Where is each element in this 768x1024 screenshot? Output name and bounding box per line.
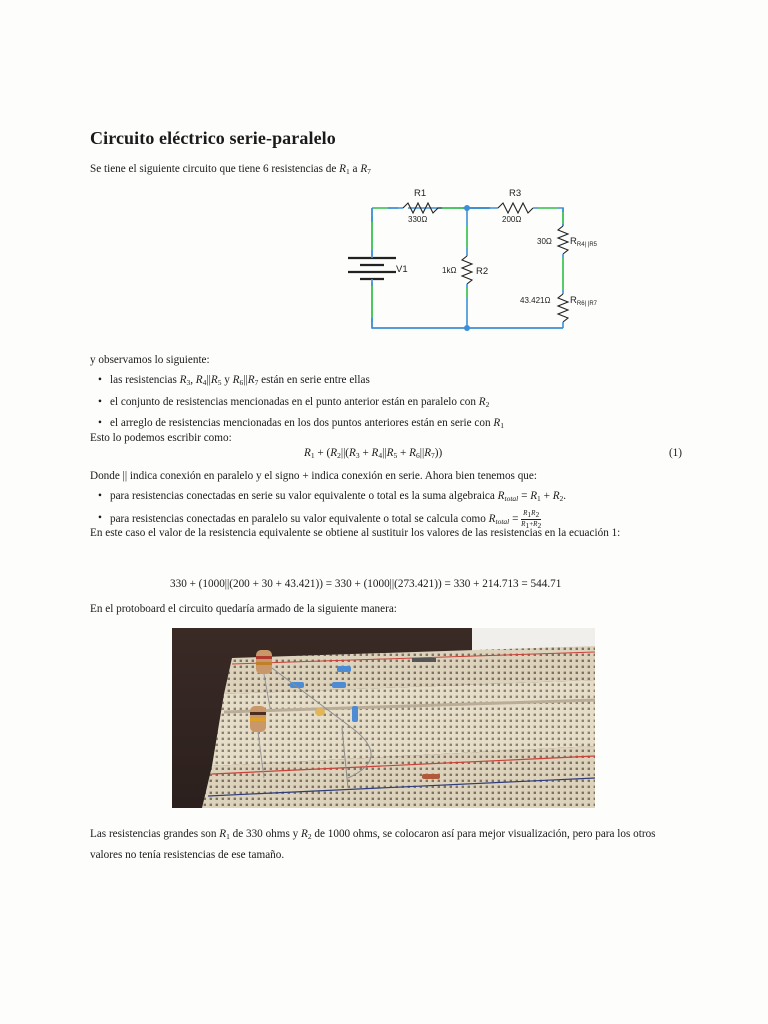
case-text: En este caso el valor de la resistencia equivalente se obtiene al sustituir los valores de las resistencias en la ecuación 1:	[90, 527, 621, 539]
equation-2: 330 + (1000||(200 + 30 + 43.421)) = 330 + (1000||(273.421)) = 330 + 214.713 = 544.71	[170, 578, 562, 590]
resistor-small-2	[337, 666, 351, 672]
resistor-R2	[462, 256, 472, 284]
value-R2: 1kΩ	[442, 266, 457, 275]
intro-paragraph: Se tiene el siguiente circuito que tiene 6 resistencias de $R_1$ a $R_7$	[90, 163, 371, 176]
label-R1: R1	[414, 188, 427, 199]
fraction: $\frac{R_1R_2}{R_1+R_2}$	[521, 508, 542, 530]
resistor-R45	[558, 226, 568, 254]
list-item: • el conjunto de resistencias mencionadas en el punto anterior están en paralelo con $R_2$	[110, 393, 504, 415]
list-item: • para resistencias conectadas en serie su valor equivalente o total es la suma algebraica $R_{total} = R_1 + R_2$.	[110, 487, 566, 509]
value-R1: 330Ω	[408, 215, 428, 224]
resistor-R67	[558, 294, 568, 322]
write-as-text: Esto lo podemos escribir como:	[90, 432, 232, 444]
value-R67: 43.421Ω	[520, 296, 551, 305]
battery-V1	[348, 258, 396, 279]
circuit-diagram	[258, 186, 597, 336]
protoboard-text: En el protoboard el circuito quedaría armado de la siguiente manera:	[90, 603, 397, 615]
equation-1: $R_1 + (R_2||(R_3 + R_4||R_5 + R_6||R_7))$	[304, 447, 443, 460]
label-V1: V1	[396, 264, 408, 275]
list-item: • las resistencias $R_3$, $R_4||R_5$ y $R_6||R_7$ están en serie entre ellas	[110, 371, 504, 393]
page-title: Circuito eléctrico serie-paralelo	[90, 128, 336, 148]
resistor-small-3	[332, 682, 346, 688]
closing-text: Las resistencias grandes son $R_1$ de 330 ohms y $R_2$ de 1000 ohms, se colocaron así para mejor visualización, pero para los otros valores no tenía resistencias de ese tamaño.	[90, 828, 656, 861]
label-R45: $R_{R4| |R5}$	[570, 236, 597, 248]
observe-text: y observamos lo siguiente:	[90, 354, 210, 366]
resistor-small-4	[352, 706, 358, 722]
value-R45: 30Ω	[537, 237, 552, 246]
value-R3: 200Ω	[502, 215, 522, 224]
resistor-R3	[498, 203, 533, 213]
protoboard-photo	[172, 628, 595, 808]
donde-text: Donde || indica conexión en paralelo y el signo + indica conexión en serie. Ahora bien tenemos que:	[90, 470, 537, 482]
resistor-small-5	[422, 774, 440, 779]
list-item: • para resistencias conectadas en paralelo su valor equivalente o total se calcula como $R_{total}$ = $\frac{R_1R_2}{R_1+R_2}$	[110, 509, 566, 532]
label-R67: $R_{R6| |R7}$	[570, 295, 597, 307]
equation-number: (1)	[668, 447, 682, 459]
list-item: • el arreglo de resistencias mencionadas en los dos puntos anteriores están en serie con $R_1$	[110, 414, 504, 436]
bullet-list-1	[110, 371, 504, 436]
label-R2: R2	[476, 266, 489, 277]
label-R3: R3	[509, 188, 522, 199]
